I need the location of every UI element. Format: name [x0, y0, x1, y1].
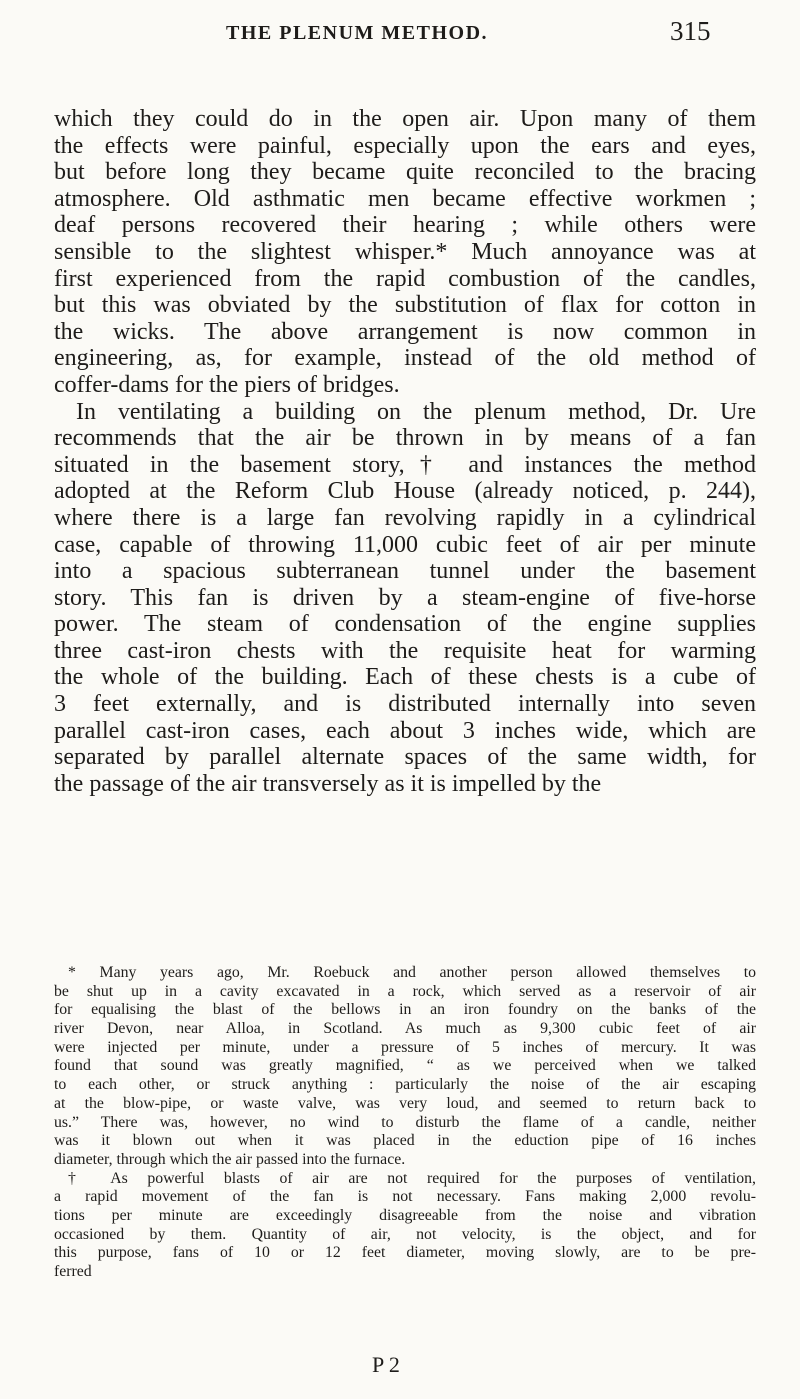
body-line: which they could do in the open air. Upon many of them [54, 106, 756, 132]
body-line: deaf persons recovered their hearing ; while others were [54, 212, 756, 239]
body-line: case, capable of throwing 11,000 cubic feet of air per minute [54, 531, 756, 558]
body-line: power. The steam of condensation of the engine supplies [54, 611, 756, 638]
footnotes [54, 964, 756, 1282]
signature-mark: P 2 [372, 1352, 400, 1377]
footnote-line: this purpose, fans of 10 or 12 feet diameter, moving slowly, are to be pre- [54, 1244, 756, 1262]
body-text [54, 106, 756, 797]
body-line: the whole of the building. Each of these chests is a cube of [54, 664, 756, 691]
body-line: into a spacious subterranean tunnel under the basement [54, 558, 756, 585]
footnote-line: for equalising the blast of the bellows in an iron foundry on the banks of the [54, 1001, 756, 1019]
footnote-line: found that sound was greatly magnified, “ as we perceived when we talked [54, 1057, 756, 1075]
page-number: 315 [670, 16, 711, 46]
footnote-line: tions per minute are exceedingly disagreeable from the noise and vibration [54, 1206, 756, 1224]
body-line: but before long they became quite reconciled to the bracing [54, 159, 756, 186]
body-line: but this was obviated by the substitution of flax for cotton in [54, 292, 756, 319]
body-line: sensible to the slightest whisper.* Much annoyance was at [54, 238, 756, 265]
body-line: recommends that the air be thrown in by means of a fan [54, 425, 756, 452]
body-line: the passage of the air transversely as it is impelled by the [54, 770, 602, 797]
footnote-line: river Devon, near Alloa, in Scotland. As much as 9,300 cubic feet of air [54, 1020, 756, 1038]
body-line: engineering, as, for example, instead of the old method of [54, 345, 756, 372]
footnote-line: ferred [54, 1263, 92, 1280]
body-line: In ventilating a building on the plenum method, Dr. Ure [76, 398, 756, 425]
footnote-line: us.” There was, however, no wind to disturb the flame of a candle, neither [54, 1113, 756, 1131]
footnote-line: † As powerful blasts of air are not required for the purposes of ventilation, [68, 1169, 756, 1187]
running-head: THE PLENUM METHOD. [226, 22, 489, 44]
footnote-line: * Many years ago, Mr. Roebuck and another person allowed themselves to [68, 964, 756, 981]
body-line: parallel cast-iron cases, each about 3 inches wide, which are [54, 717, 756, 744]
body-line: first experienced from the rapid combustion of the candles, [54, 265, 756, 292]
body-line: atmosphere. Old asthmatic men became effective workmen ; [54, 185, 756, 212]
footnote-line: were injected per minute, under a pressure of 5 inches of mercury. It was [54, 1038, 756, 1056]
body-line: the wicks. The above arrangement is now common in [54, 318, 756, 345]
footnote-line: occasioned by them. Quantity of air, not velocity, is the object, and for [54, 1225, 756, 1243]
body-line: adopted at the Reform Club House (already noticed, p. 244), [54, 478, 756, 505]
body-line: where there is a large fan revolving rapidly in a cylindrical [54, 504, 756, 531]
body-line: separated by parallel alternate spaces of the same width, for [54, 744, 756, 771]
body-line: coffer-dams for the piers of bridges. [54, 371, 400, 398]
footnote-line: to each other, or struck anything : particularly the noise of the air escaping [54, 1076, 756, 1094]
body-line: three cast-iron chests with the requisite heat for warming [54, 637, 756, 664]
body-line: story. This fan is driven by a steam-engine of five-horse [54, 584, 756, 611]
body-line: 3 feet externally, and is distributed internally into seven [54, 691, 756, 718]
page-header [0, 16, 800, 52]
footnote-line: a rapid movement of the fan is not necessary. Fans making 2,000 revolu- [54, 1188, 756, 1206]
footnote-line: was it blown out when it was placed in the eduction pipe of 16 inches [54, 1132, 756, 1150]
footnote-line: be shut up in a cavity excavated in a rock, which served as a reservoir of air [54, 982, 756, 1000]
body-line: situated in the basement story,† and instances the method [54, 451, 756, 478]
footnote-line: at the blow-pipe, or waste valve, was very loud, and seemed to return back to [54, 1094, 756, 1112]
footnote-line: diameter, through which the air passed into the furnace. [54, 1150, 406, 1168]
body-line: the effects were painful, especially upon the ears and eyes, [54, 132, 756, 159]
